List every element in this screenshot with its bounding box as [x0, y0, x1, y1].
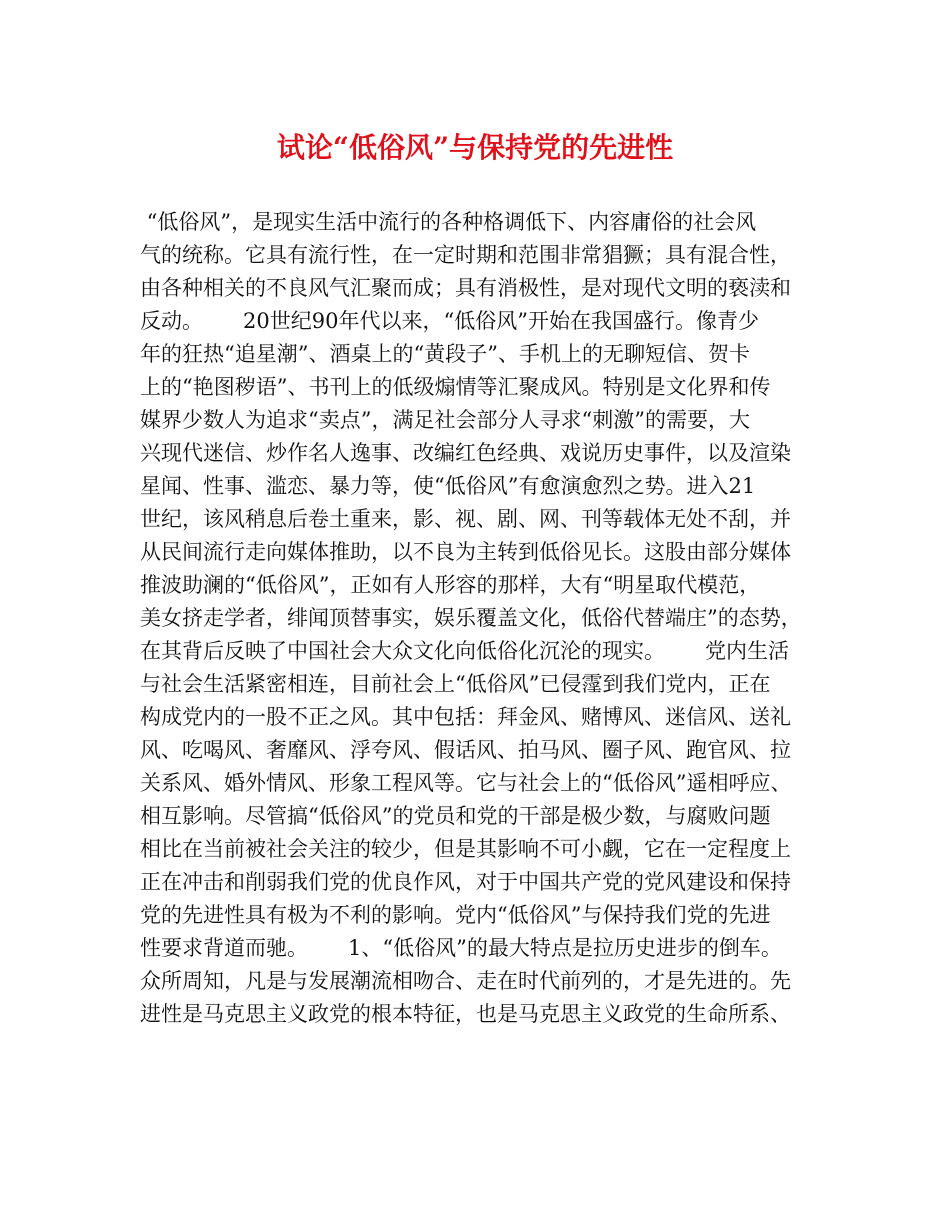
- body-line: 众所周知，凡是与发展潮流相吻合、走在时代前列的，才是先进的。先: [140, 969, 791, 993]
- body-line: 性要求背道而驰。 1、“低俗风”的最大特点是拉历史进步的倒车。: [140, 936, 782, 960]
- body-line: 由各种相关的不良风气汇聚而成；具有消极性，是对现代文明的亵渎和: [140, 276, 791, 300]
- body-line: 相比在当前被社会关注的较少，但是其影响不可小觑，它在一定程度上: [140, 837, 791, 861]
- body-line: “低俗风”，是现实生活中流行的各种格调低下、内容庸俗的社会风: [140, 210, 757, 234]
- body-line: 从民间流行走向媒体推助，以不良为主转到低俗见长。这股由部分媒体: [140, 540, 791, 564]
- body-line: 在其背后反映了中国社会大众文化向低俗化沉沦的现实。 党内生活: [140, 639, 790, 663]
- body-line: 上的“艳图秽语”、书刊上的低级煽情等汇聚成风。特别是文化界和传: [140, 375, 771, 399]
- body-line: 年的狂热“追星潮”、酒桌上的“黄段子”、手机上的无聊短信、贺卡: [140, 342, 750, 366]
- document-body: [140, 206, 820, 1031]
- body-line: 构成党内的一股不正之风。其中包括：拜金风、赌博风、迷信风、送礼: [140, 705, 791, 729]
- body-line: 星闻、性事、滥恋、暴力等，使“低俗风”有愈演愈烈之势。进入21: [140, 474, 756, 498]
- body-line: 兴现代迷信、炒作名人逸事、改编红色经典、戏说历史事件，以及渲染: [140, 441, 791, 465]
- body-line: 党的先进性具有极为不利的影响。党内“低俗风”与保持我们党的先进: [140, 903, 771, 927]
- body-line: 媒界少数人为追求“卖点”，满足社会部分人寻求“刺激”的需要，大: [140, 408, 750, 432]
- body-line: 正在冲击和削弱我们党的优良作风，对于中国共产党的党风建设和保持: [140, 870, 791, 894]
- body-line: 风、吃喝风、奢靡风、浮夸风、假话风、拍马风、圈子风、跑官风、拉: [140, 738, 791, 762]
- body-line: 世纪，该风稍息后卷土重来，影、视、剧、网、刊等载体无处不刮，并: [140, 507, 791, 531]
- page-title: 试论“低俗风”与保持党的先进性: [276, 131, 674, 164]
- body-line: 关系风、婚外情风、形象工程风等。它与社会上的“低俗风”遥相呼应、: [140, 771, 792, 795]
- body-line: 气的统称。它具有流行性，在一定时期和范围非常猖獗；具有混合性，: [140, 243, 791, 267]
- body-line: 反动。 20世纪90年代以来，“低俗风”开始在我国盛行。像青少: [140, 309, 759, 333]
- body-line: 与社会生活紧密相连，目前社会上“低俗风”已侵霪到我们党内，正在: [140, 672, 771, 696]
- body-line: 进性是马克思主义政党的根本特征，也是马克思主义政党的生命所系、: [140, 1002, 791, 1026]
- body-line: 相互影响。尽管搞“低俗风”的党员和党的干部是极少数，与腐败问题: [140, 804, 771, 828]
- body-line: 推波助澜的“低俗风”，正如有人形容的那样，大有“明星取代模范，: [140, 573, 761, 597]
- body-line: 美女挤走学者，绯闻顶替事实，娱乐覆盖文化，低俗代替端庄”的态势，: [140, 606, 802, 630]
